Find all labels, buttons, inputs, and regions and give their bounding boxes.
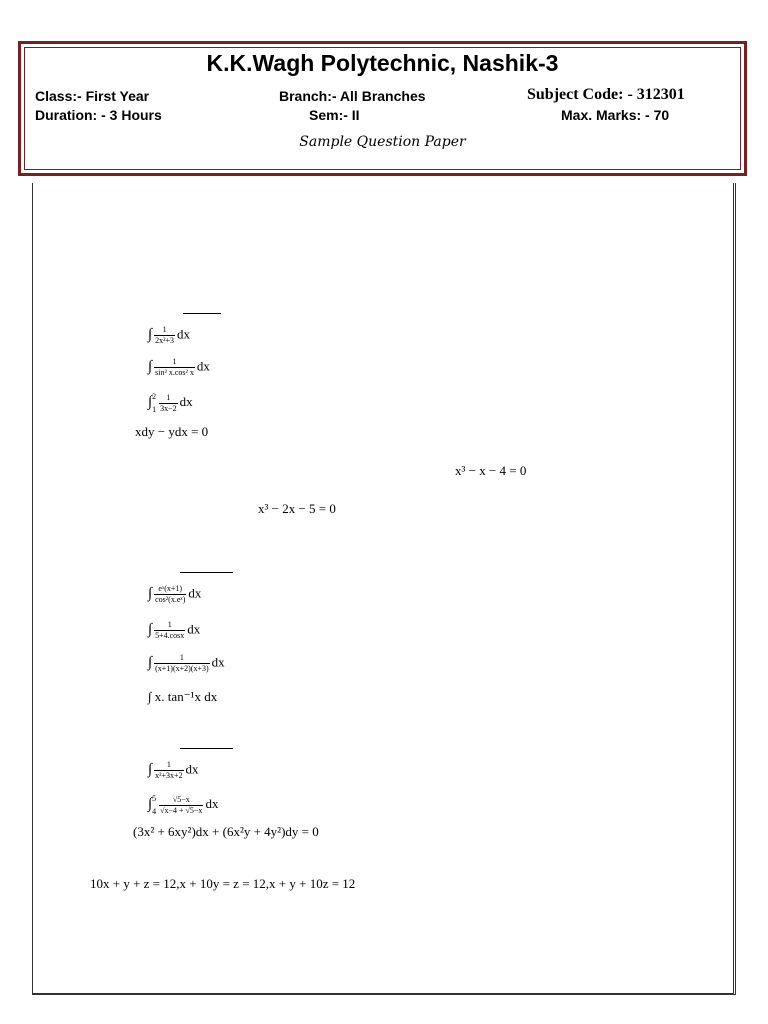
integral-sign: ∫ <box>148 796 153 813</box>
denominator: x²+3x+2 <box>155 771 183 780</box>
integral-sign: ∫ <box>148 654 153 671</box>
integral-sign: ∫ <box>148 761 153 778</box>
integral-sign: ∫ <box>148 326 153 343</box>
expr-integral-5 <box>148 621 200 640</box>
fraction <box>154 761 183 780</box>
fraction <box>154 585 186 604</box>
denominator: 3x−2 <box>160 403 177 413</box>
page-body-border <box>32 183 736 995</box>
overline-mark <box>180 572 233 573</box>
differential: dx <box>179 394 193 410</box>
expr-integral-4 <box>148 585 201 604</box>
subject-code-label: Subject Code: - 312301 <box>527 86 685 103</box>
differential: dx <box>196 358 210 374</box>
fraction <box>159 394 178 413</box>
fraction <box>159 796 203 815</box>
sem-label: Sem:- II <box>309 107 360 123</box>
expr-exact-differential-equation: (3x² + 6xy²)dx + (6x²y + 4y²)dy = 0 <box>133 824 319 839</box>
fraction <box>154 621 185 640</box>
denominator: cos²(x.eˣ) <box>155 595 186 604</box>
integral-limits <box>152 794 156 816</box>
denominator: 2x²+3 <box>155 336 175 345</box>
expr-integral-8 <box>148 761 199 780</box>
expr-cubic-equation-2: x³ − 2x − 5 = 0 <box>258 501 336 516</box>
class-label: Class:- First Year <box>35 88 150 104</box>
numerator: 1 <box>166 392 171 402</box>
differential: dx <box>187 621 201 637</box>
differential: dx <box>188 585 202 601</box>
numerator: √5−x <box>172 794 190 804</box>
differential: dx <box>177 326 191 342</box>
max-marks-label: Max. Marks: - 70 <box>561 107 670 123</box>
integral-sign: ∫ <box>148 621 153 638</box>
duration-label: Duration: - 3 Hours <box>35 107 162 123</box>
overline-mark <box>183 313 221 314</box>
integral-sign: ∫ <box>148 394 153 411</box>
expr-differential-equation: xdy − ydx = 0 <box>135 424 209 439</box>
differential: dx <box>205 796 219 812</box>
expr-cubic-equation-1: x³ − x − 4 = 0 <box>455 463 527 478</box>
expr-integral-7: ∫ x. tan⁻¹x dx <box>148 689 218 704</box>
paper-title: Sample Question Paper <box>299 134 466 150</box>
expr-linear-system: 10x + y + z = 12,x + 10y = z = 12,x + y + 10z = 12 <box>90 876 356 891</box>
fraction <box>154 358 195 377</box>
numerator: 1 <box>166 760 171 769</box>
denominator: sin² x.cos² x <box>155 368 194 377</box>
upper-limit: 2 <box>152 392 157 401</box>
institute-name: K.K.Wagh Polytechnic, Nashik-3 <box>206 50 559 76</box>
integral-sign: ∫ <box>148 585 153 602</box>
overline-mark <box>180 748 233 749</box>
integral-limits <box>152 392 156 414</box>
denominator: √x−4 + √5−x <box>160 805 203 815</box>
numerator: 1 <box>167 620 172 629</box>
fraction <box>154 326 175 345</box>
denominator: 5+4.cosx <box>155 631 185 640</box>
fraction <box>154 654 210 673</box>
upper-limit: 5 <box>152 794 157 803</box>
lower-limit: 1 <box>152 404 157 414</box>
differential: dx <box>211 654 225 670</box>
expr-integral-3 <box>148 392 193 414</box>
expr-integral-2 <box>148 358 210 377</box>
expr-integral-9 <box>148 794 218 816</box>
branch-label: Branch:- All Branches <box>279 88 426 104</box>
numerator: eˣ(x+1) <box>158 584 183 593</box>
numerator: 1 <box>179 653 184 662</box>
lower-limit: 4 <box>152 806 157 816</box>
differential: dx <box>185 761 199 777</box>
denominator: (x+1)(x+2)(x+3) <box>155 664 209 673</box>
numerator: 1 <box>162 325 167 334</box>
header-box <box>18 41 747 176</box>
integral-sign: ∫ <box>148 358 153 375</box>
expr-integral-1 <box>148 326 190 345</box>
numerator: 1 <box>172 357 177 366</box>
expr-integral-6 <box>148 654 225 673</box>
